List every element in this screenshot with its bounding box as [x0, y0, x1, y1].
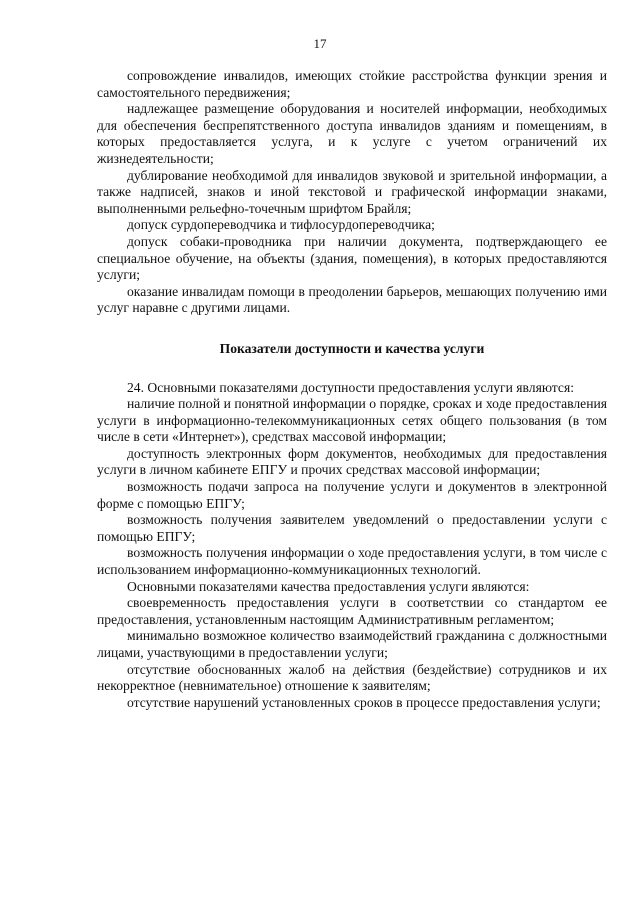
paragraph: 24. Основными показателями доступности предоставления услуги являются:: [127, 379, 574, 395]
paragraph: минимально возможное количество взаимодействий гражданина с должностными лицами, участвующими в предоставлении услуги;: [97, 628, 607, 660]
paragraph: дублирование необходимой для инвалидов звуковой и зрительной информации, а также надписей, знаков и иной текстовой и графической информации знаками, выполненными рельефно-точечным шрифтом Брайля;: [97, 167, 607, 216]
paragraph: сопровождение инвалидов, имеющих стойкие расстройства функции зрения и самостоятельного передвижения;: [97, 68, 607, 100]
section-heading: Показатели доступности и качества услуги: [219, 340, 485, 356]
paragraph: возможность получения информации о ходе предоставления услуги, в том числе с использованием информационно-коммуникационных технологий.: [97, 545, 607, 578]
paragraph: допуск сурдопереводчика и тифлосурдопереводчика;: [127, 217, 435, 233]
paragraph: наличие полной и понятной информации о порядке, сроках и ходе предоставления услуги в информационно-телекоммуникационных сетях общего пользования (в том числе в сети «Интернет»), средствах массовой информации;: [97, 396, 607, 445]
paragraph: возможность получения заявителем уведомлений о предоставлении услуги с помощью ЕПГУ;: [97, 512, 607, 544]
paragraph: своевременность предоставления услуги в соответствии со стандартом ее предоставления, установленным настоящим Административным регламентом;: [97, 595, 607, 627]
paragraph: доступность электронных форм документов, необходимых для предоставления услуги в личном кабинете ЕПГУ и прочих средствах массовой информации;: [97, 445, 607, 478]
paragraph: допуск собаки-проводника при наличии документа, подтверждающего ее специальное обучение, на объекты (здания, помещения), в которых предоставляются услуги;: [97, 233, 607, 283]
indicators-list: [97, 380, 607, 712]
paragraph: отсутствие обоснованных жалоб на действия (бездействие) сотрудников и их некорректное (невнимательное) отношение к заявителям;: [97, 661, 607, 694]
paragraph: возможность подачи запроса на получение услуги и документов в электронной форме с помощью ЕПГУ;: [97, 479, 607, 511]
page-content: [97, 68, 607, 711]
page-number: 17: [313, 36, 327, 51]
paragraph: надлежащее размещение оборудования и носителей информации, необходимых для обеспечения беспрепятственного доступа инвалидов зданиям и помещениям, в которых предоставляется услуга, и к услуге с учетом ограничений их жизнедеятельности;: [97, 101, 607, 166]
paragraph: отсутствие нарушений установленных сроков в процессе предоставления услуги;: [127, 694, 601, 710]
accessibility-measures-list: [97, 68, 607, 317]
paragraph: Основными показателями качества предоставления услуги являются:: [127, 578, 530, 594]
paragraph: оказание инвалидам помощи в преодолении барьеров, мешающих получению ими услуг наравне с другими лицами.: [97, 283, 607, 316]
